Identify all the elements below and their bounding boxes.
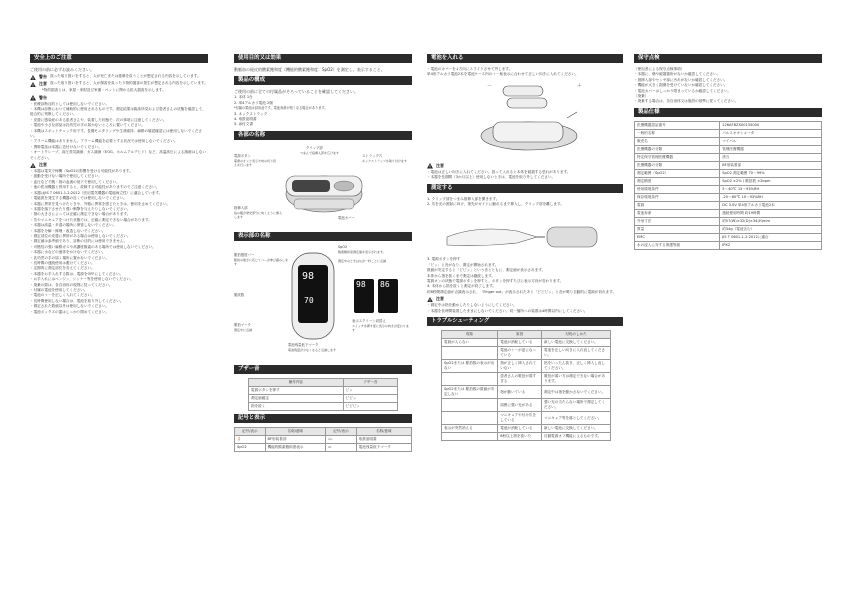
list-item: ・ 定期的に測定部位を変えてください。 [30, 266, 208, 271]
list-item: ・ 携帯電話は本器に近付けないでください。 [30, 145, 208, 150]
symbols-header: 記号と表示 [234, 414, 412, 423]
label-power-sub: 電源のオンと表示方向の切り替えを行います [234, 158, 277, 168]
display-header: 表示部の名称 [234, 232, 412, 241]
table-header: 名称/意味 [356, 427, 411, 435]
table-cell: JIS T 0601-1-2:2012に適合 [720, 233, 822, 241]
battery-header: 電池を入れる [427, 54, 623, 63]
table-cell: 約34g（電池含む） [720, 225, 822, 233]
table-row [235, 443, 412, 451]
table-cell: 約57(W)×32(D)×34(H)mm [720, 217, 822, 225]
display-pr-value: 70 [304, 295, 314, 305]
table-cell: 電池が消耗している [498, 339, 542, 347]
table-header: 名称/意味 [265, 427, 326, 435]
display-figure [234, 245, 412, 365]
list-item: ・ 本器は電気で稼働（SpO2の影響を受ける可能性があります。 [30, 169, 208, 174]
label-battery-cover: 電池カバー [338, 215, 355, 220]
warning-label: 警告 [39, 74, 47, 80]
column-overview [234, 54, 412, 452]
table-cell: 患者さんの脈拍が弱すぎる [498, 373, 542, 386]
list-item: 単4形アルカリ電池2本を電池ケース内の＋－極表示に合わせて正しい向きに入れてください。 [427, 72, 579, 77]
table-cell: 5〜40℃ 15〜93%RH [720, 185, 822, 193]
warning-list [30, 102, 208, 161]
table-cell: 電池寿命 [635, 209, 720, 217]
table-row [635, 217, 822, 225]
list-item: 1. 本体 1台 [234, 95, 253, 100]
label-pulse-bar-sub: 脈拍の強さに応じてバーが伸び縮みします [234, 257, 289, 267]
table-cell: マニキュア等を落としてください。 [542, 412, 611, 425]
label-power-button: 電源ボタン [234, 153, 251, 158]
table-row [249, 394, 398, 402]
label-heart: 脈拍マーク [234, 322, 251, 327]
warning-head-row [30, 95, 208, 101]
table-row [635, 209, 822, 217]
table-cell: 医療機器の分類 [635, 161, 720, 169]
table-cell: 電池が消耗している [498, 425, 542, 433]
label-battery-low-sub: 電池残量が少なくなると点滅します [288, 347, 337, 352]
table-row [635, 201, 822, 209]
spec-table [634, 121, 822, 250]
battery-symbol-icon: ▭ [326, 443, 357, 451]
list-item: ・ 本器に水などの液体をかけないでください。 [30, 250, 208, 255]
table-row [635, 161, 822, 169]
table-row [235, 435, 412, 443]
list-item: 2. 単4アルカリ電池 2個 [234, 100, 273, 105]
table-cell: 強い光の当たらない場所で測定してください。 [542, 399, 611, 412]
table-cell: 脈拍が弱い方は測定できない場合があります。 [542, 373, 611, 386]
list-item: ・ 電池ボックスの蓋はしっかり閉めてください。 [30, 310, 208, 315]
warning-head-icon [30, 95, 36, 101]
table-row [635, 121, 822, 129]
table-cell [442, 373, 498, 386]
list-item: 3. 電源ボタンを押す [427, 257, 461, 262]
table-cell: EMC [635, 233, 720, 241]
list-item: 本体から指を抜くまで測定は継続します。 [427, 273, 495, 278]
table-row [635, 225, 822, 233]
list-item: ・ 電磁波を発生する機器の近くでは使用しないでください。 [30, 196, 208, 201]
table-cell: IPX2 [720, 241, 822, 249]
storage-intro: （使用者による保守点検事項） [634, 67, 685, 71]
table-cell: 管理医療機器 [720, 145, 822, 153]
caution-def-text: 誤った取り扱いをすると、人が傷害を負ったり物的損害の発生が想定される内容を示しています。 [50, 81, 208, 86]
finger-insert-figure [427, 207, 623, 257]
list-item: ・ 電池は正しい向きに入れてください。誤って入れると本体を破損する恐れがあります。 [427, 170, 623, 175]
list-item: 5. 添付文書 [234, 122, 253, 127]
list-item: ・ 可燃性の強い麻酔ガスや高濃度酸素のある場所では使用しないでください。 [30, 245, 208, 250]
table-cell: パルスオキシメータ [720, 129, 822, 137]
table-row [635, 169, 822, 177]
label-pulse-bar: 脈拍強度バー [234, 252, 255, 257]
table-cell: SpO2 ±2% / 脈拍数 ±2bpm [720, 177, 822, 185]
table-row [249, 402, 398, 410]
list-item: ・ 医療診断目的としては使用しないでください。 [30, 102, 208, 107]
list-item: ・ アラーム機能はありません。アラーム機能を必要とする状況では使用しないでください。 [30, 139, 208, 144]
table-cell: 医療機器認証番号 [635, 121, 720, 129]
table-row [635, 185, 822, 193]
label-heart-sub: 測定中に点滅 [234, 327, 253, 332]
safety-intro: ご使用の前に必ずお読みください。 [30, 67, 94, 72]
table-cell: 取扱説明書 [356, 435, 411, 443]
list-item: （廃棄） [634, 94, 649, 99]
list-item: ・ 本器はJIS T 0601-1-2:2012（医用電気機器の電磁両立性）に適合しています。 [30, 191, 208, 196]
list-item: ・ 乳幼児の手の届く場所に置かないでください。 [30, 256, 208, 261]
device-parts-figure [234, 144, 412, 232]
table-cell: 周囲に強い光がある [498, 399, 542, 412]
contents-intro: ご使用の前に全ての付属品がそろっていることを確認してください。 [234, 89, 358, 95]
contents-header: 製品の構成 [234, 76, 412, 85]
list-item: ・ 血圧などで腕・指の血流の低下で使用してください。 [30, 180, 208, 185]
table-row [635, 129, 822, 137]
table-cell: 電池を正しい向きに入れ直してください。 [542, 347, 611, 360]
list-item: ・ 測定中は指を動かしたりしないようにしてください。 [427, 303, 623, 308]
caution-list [30, 169, 208, 315]
table-cell: SpO2 測定範囲 70〜99% [720, 169, 822, 177]
list-item: 3. ネックストラップ [234, 111, 268, 116]
table-row [635, 177, 822, 185]
table-row [442, 425, 611, 433]
list-item: ・ 本器を長期間（3か月以上）使用しないときは、電池を取り外してください。 [427, 175, 623, 180]
label-spo2-sub2: 測定中のときは％が一秒ごとに点滅 [338, 258, 387, 263]
table-header: 操作内容 [249, 378, 344, 386]
table-cell: 電源ボタンを押す [249, 386, 344, 394]
list-item: ・ 測定部位の皮膚に異常がある場合は使用しないでください。 [30, 234, 208, 239]
list-item: ・ 廃棄する場合は、各自治体又は施設の基準に従ってください。 [634, 99, 822, 104]
table-row [442, 412, 611, 425]
table-header: ブザー音 [343, 378, 397, 386]
table-row [635, 193, 822, 201]
battery-install-illustration [427, 78, 623, 162]
plus-mark-icon: ＋ [577, 82, 583, 89]
list-item: ・ 皮膚に感染症のある患者さんや、装着した状態で、次の事項に注意してください。 [30, 118, 208, 123]
table-row [635, 153, 822, 161]
list-item: ・ 長時間使用しない場合は、電池を取り外してください。 [30, 299, 208, 304]
list-item: ・ 本機は診断において補助的に使用されるものです。測定結果は臨床所見および患者さんの状態を確認して、総合的に判断してください。 [30, 107, 208, 118]
table-cell: 表示が突然消える [442, 425, 498, 433]
table-cell: 8秒以上指を抜いた [498, 433, 542, 441]
display-rotated-pr: 86 [380, 279, 390, 289]
buzzer-header: ブザー音 [234, 365, 412, 374]
list-item: ・ 測定値は参考値であり、診断の目的には使用できません。 [30, 239, 208, 244]
table-header: 現象 [442, 331, 498, 339]
list-item: ・ 本器は高温・多湿の場所に保管しないでください。 [30, 223, 208, 228]
table-cell: 該当 [720, 153, 822, 161]
table-cell: SpO2または 脈拍数の表示が出ない [442, 360, 498, 373]
table-cell: マニキュアや付け爪をしている [498, 412, 542, 425]
caution-note: *物的損害とは、家屋・家財及び家畜・ペットに関わる拡大損害を示します。 [42, 88, 166, 93]
table-cell: 水の浸入に対する保護等級 [635, 241, 720, 249]
table-cell: BF形装着部 [265, 435, 326, 443]
caution-head-icon [30, 163, 36, 169]
table-cell: 電池残量低下マーク [356, 443, 411, 451]
table-cell: ピッ [343, 386, 397, 394]
column-operation [427, 54, 623, 441]
label-spo2: SpO2 [338, 244, 348, 249]
caution-triangle-icon [30, 82, 36, 88]
list-item: ・ 機能が大きく損傷を受けていないか確認してください。 [634, 83, 822, 88]
table-cell: DC 3.0V 単4形アルカリ電池2本 [720, 201, 822, 209]
table-row [442, 433, 611, 441]
table-cell: ピピッ [343, 394, 397, 402]
list-item: 「ピッ」と音がなり、測定が開始されます。 [427, 262, 499, 267]
table-row [635, 145, 822, 153]
list-item: 4. 取扱説明書 [234, 117, 257, 122]
list-item: ・ 指の大きさによっては正確に測定できない場合があります。 [30, 212, 208, 217]
safety-header: 安全上のご注意 [30, 54, 208, 63]
table-cell: -25〜60℃ 10〜93%RH [720, 193, 822, 201]
table-row [635, 241, 822, 249]
label-rotate-sub: スイッチを押す度に表示の向きが変わります [352, 323, 409, 333]
finger-insert-illustration [427, 207, 623, 257]
table-header: 記号/表示 [235, 427, 266, 435]
purpose-text: 動脈血の経皮的酸素飽和度（機能的酸素飽和度：SpO2）を測定し、表示すること。 [234, 67, 385, 72]
table-cell: 指をいったん抜き、正しく挿入し直してください。 [542, 360, 611, 373]
table-cell: 連続使用時間 約19時間 [720, 209, 822, 217]
list-item: ・ 本器を落下させたり強い衝撃を与えたりしないでください。 [30, 207, 208, 212]
label-strap-sub: ネックストラップを取り付けます [362, 158, 407, 163]
table-cell: 外形寸法 [635, 217, 720, 225]
caution-definition [30, 81, 208, 87]
spec-header: 製品仕様 [634, 108, 822, 117]
display-rotated-spo2: 98 [356, 279, 366, 289]
table-row [442, 373, 611, 386]
list-item: ・ 指挿入部やセンサ部に汚れがないか確認してください。 [634, 78, 822, 83]
table-cell: 質量 [635, 225, 720, 233]
label-battery-low: 電池残量低下マーク [288, 342, 319, 347]
label-finger: 指挿入部 [234, 205, 248, 210]
table-cell: 販売名 [635, 137, 720, 145]
list-item: ・ 本器を分解・修理・改造しないでください。 [30, 229, 208, 234]
storage-header: 保守点検 [634, 54, 822, 63]
column-safety [30, 54, 208, 315]
table-header: 記号/表示 [326, 427, 357, 435]
warning-definition [30, 74, 208, 80]
table-cell: 測定範囲（SpO2） [635, 169, 720, 177]
measure-caution-row [427, 296, 623, 302]
table-cell: 自動電源オフ機能によるものです。 [542, 433, 611, 441]
list-item: 数値が安定すると「ピピッ」という音とともに、測定値が表示されます。 [427, 268, 546, 273]
table-cell [442, 347, 498, 360]
names-header: 各部の名称 [234, 131, 412, 140]
manual-symbol-icon: 📖 [326, 435, 357, 443]
table-cell: BF形装着部 [720, 161, 822, 169]
table-cell: 測定中は指を動かさないでください。 [542, 386, 611, 399]
label-pulse-rate: 脈波数 [234, 292, 245, 297]
column-maintenance [634, 54, 822, 250]
list-item: ・ 本器をお手入れする際は、電源をOFFにしてください。 [30, 272, 208, 277]
warning-def-text: 誤った取り扱いをすると、人が死亡または重傷を負うことが想定される内容を示しています。 [50, 74, 201, 79]
purpose-header: 使用目的又は効果 [234, 54, 412, 63]
list-item: ・ 長時間の連続使用は避けてください。 [30, 261, 208, 266]
bf-symbol-icon: 🚶 [235, 435, 266, 443]
table-cell: 機能的酸素飽和度表示 [265, 443, 326, 451]
table-row [442, 339, 611, 347]
display-spo2-value: 98 [302, 270, 315, 282]
table-cell: 測定値確定 [249, 394, 344, 402]
table-cell: ピピピッ [343, 402, 397, 410]
table-cell: 保存環境条件 [635, 193, 720, 201]
table-row [442, 360, 611, 373]
battery-figure [427, 78, 623, 162]
warning-triangle-icon [30, 75, 36, 81]
list-item: ・ 電池や小さな部品は乳幼児の手の届かないところに置いてください。 [30, 123, 208, 128]
table-cell: 測定精度 [635, 177, 720, 185]
label-rotate: 表示スクリーン切替え [352, 318, 386, 323]
table-row [635, 137, 822, 145]
list-item: ・ 振動を受けない場所で使用してください。 [30, 174, 208, 179]
table-cell: SpO2または 脈拍数の数値が安定しない [442, 386, 498, 399]
table-cell: SpO2 [235, 443, 266, 451]
table-header: 対処のしかた [542, 331, 611, 339]
list-item: ・ 付属の電池を使用してください。 [30, 288, 208, 293]
table-cell: 指が正しく挿入されていない [498, 360, 542, 373]
list-item: ・ お手入れにはベンジン、シンナー等を使用しないでください。 [30, 277, 208, 282]
caution-triangle-icon [427, 163, 433, 169]
label-finger-sub: 指の腹が発光部分に向くように挿入します [234, 210, 283, 220]
table-cell: 新しい電池に交換してください。 [542, 425, 611, 433]
table-cell: 特定保守管理医療機器 [635, 153, 720, 161]
battery-caution-row [427, 163, 623, 169]
list-item: ・ 本器に異常を見つけたときや、外箱に異常を感じたときは、使用を止めてください。 [30, 202, 208, 207]
label-clip: クリップ部 [306, 145, 323, 150]
list-item: 1. クリップ部をつまみ指挿入部を開きます。 [427, 196, 500, 201]
table-cell: 使用環境条件 [635, 185, 720, 193]
list-item: ・ 本器に、傷や破損箇所がないか確認してください。 [634, 72, 822, 77]
list-item: ・ 本機はスポットチェック用です。長期モニタリングや生命維持、麻酔の確認確認には使用しないでください。 [30, 129, 208, 140]
table-cell [442, 412, 498, 425]
caution-label: 注意 [39, 81, 47, 87]
table-cell: 226AFBZX00155000 [720, 121, 822, 129]
caution-head-row [30, 162, 208, 168]
table-cell: 電源が入らない [442, 339, 498, 347]
table-cell: 指が動いている [498, 386, 542, 399]
list-item: ・ オートクレーブ、高圧蒸気滅菌、ガス滅菌（EOG、ホルムアルデヒド）など、高温高圧による滅菌はしないでください。 [30, 150, 208, 161]
battery-caution-label: 注意 [436, 162, 444, 168]
table-cell: マイパル [720, 137, 822, 145]
caution-triangle-icon [427, 297, 433, 303]
table-cell [442, 399, 498, 412]
list-item: *付属の電池は試用品です。電池寿命が短くなる場合があります。 [234, 106, 328, 111]
list-item: 2. 爪を光の照射に向け、指先がガイドに触れるまで挿入し、クリップ部を離します。 [427, 202, 564, 207]
table-row [635, 233, 822, 241]
symbols-table [234, 427, 412, 452]
buzzer-table [248, 378, 398, 411]
table-row [442, 347, 611, 360]
trouble-table [441, 330, 611, 441]
list-item: ・ 電池カバーはしっかり閉まっているか確認してください。 [634, 89, 822, 94]
list-item: ・ 電池の＋－を正しく入れてください。 [30, 293, 208, 298]
list-item: ・ 電池のカバーを↓方向にスライドさせて外します。 [427, 67, 623, 72]
table-cell: 電池の＋－が逆になっている [498, 347, 542, 360]
list-item: 電源オンの状態で電源ボタンを押すと、ボタンを押すたびに表示方向が変わります。 [427, 279, 564, 284]
warning-head: 警告 [39, 94, 47, 100]
table-cell: 指を抜く [249, 402, 344, 410]
table-row [249, 386, 398, 394]
table-cell [442, 433, 498, 441]
list-item: 約8秒間測定値が点滅表示され、「Finger out」が表示されたあと「ピピピッ」と音が鳴り自動的に電源が切れます。 [427, 289, 617, 294]
label-clip-sub: つまんで指挿入部を広げます [300, 150, 340, 155]
table-row [442, 399, 611, 412]
measure-header: 測定する [427, 184, 623, 193]
table-cell: 医療機器の分類 [635, 145, 720, 153]
table-cell: 一般的名称 [635, 129, 720, 137]
measure-caution-label: 注意 [436, 296, 444, 302]
label-spo2-sub: 酸素飽和度測定値を表示されます。 [338, 249, 386, 254]
list-item: ・ 測定された数値以外は使用しないでください。 [30, 304, 208, 309]
caution-head: 注意 [39, 162, 47, 168]
label-strap: ストラップ穴 [362, 153, 383, 158]
table-row [442, 386, 611, 399]
trouble-header: トラブルシューティング [427, 317, 623, 326]
list-item: 4. 本体から指を抜くと測定が終了します。 [427, 284, 496, 289]
table-cell: 新しい電池に交換してください。 [542, 339, 611, 347]
minus-mark-icon: － [487, 82, 493, 89]
list-item: ・ 廃棄の際は、各自治体の規則に従ってください。 [30, 283, 208, 288]
list-item: ・ 他の医用機器と併用すると、故障する可能性がありますのでご注意ください。 [30, 185, 208, 190]
document-page [22, 38, 824, 568]
list-item: ・ 爪やマニキュアをつけた状態では、正確に測定できない場合があります。 [30, 218, 208, 223]
table-header: 原因 [498, 331, 542, 339]
list-item: ・ 本器を長時間装着したままにしないでください。同一箇所への装着は4時間以内にしてください。 [427, 309, 623, 314]
table-cell: 電源 [635, 201, 720, 209]
